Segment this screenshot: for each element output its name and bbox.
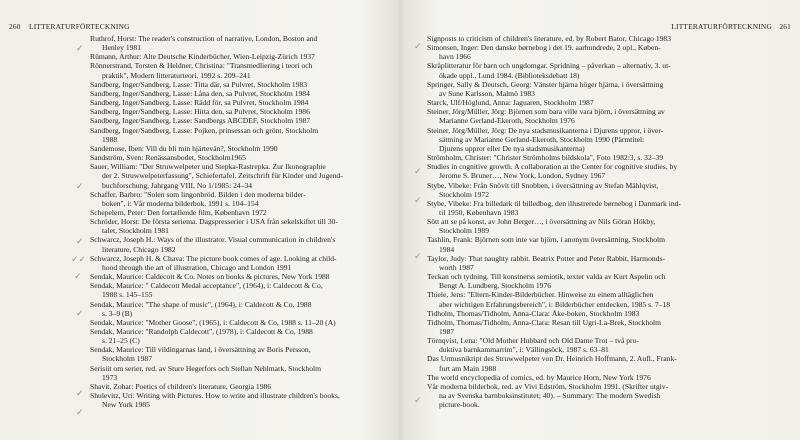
bibliography-entry: Signposts to criticism of children's literature, ed. by Robert Bator, Chicago 1983 (427, 34, 672, 43)
bibliography-entry: Sandberg, Inger/Sandberg, Lasse: Låna den, sa Pulvret, Stockholm 1984 (90, 88, 310, 98)
bibliography-entry: Sendak, Maurice: " Caldecott Medal acceptance", (1964), i: Caldecott & Co, 1988 s. 145–155 (90, 281, 323, 300)
bibliography-entry: Törnqvist, Lena: "Old Mother Hubbard och Old Dame Trot – två pro- duktiva barnkammarrim", i: Vällingsöck, 1987 s. 63–81 (427, 336, 639, 355)
bibliography-entry: Strömholm, Christer: "Christer Strömholms bildskola", Foto 1982:3, s. 32–39 (427, 153, 664, 163)
pencil-check-icon: ✓ (76, 389, 84, 399)
bibliography-entry: Sandberg, Inger/Sandberg, Lasse: Sandbergs ABCDEF, Stockholm 1987 (90, 116, 311, 126)
bibliography-entry: Thiele, Jens: "Eltern-Kinder-Bilderbücher. Hinweise zu einem alltäglichen aber wichtigen Erfahrungsbereich", i: Bilderbücher entdecken, 1985 s. 7–18 (427, 290, 671, 309)
bibliography-entry: Sandemose, Iben: Vill du bli min hjärtevän?, Stockholm 1990 (90, 143, 278, 153)
left-bibliography (90, 34, 390, 409)
bibliography-entry: Shulevitz, Uri: Writing with Pictures. How to write and illustrate children's books, New York 1985 (90, 391, 340, 410)
bibliography-entry: Teckan och tydning. Till konstnerss semiotik, texter valda av Kurt Aspelin och Bengt A. Lundberg, Stockholm 1976 (427, 272, 666, 291)
bibliography-entry: Sandström, Sven: Renässansbodet, Stockholm1965 (90, 153, 246, 163)
bibliography-entry: Tashlin, Frank: Björnen som inte var björn, i anonym översättning, Stockholm 1984 (427, 235, 666, 254)
bibliography-entry: Schwarcz, Joseph H.: Ways of the illustrator. Visual communication in children's literature, Chicago 1982 (90, 235, 336, 254)
bibliography-entry: Rümann, Arthur: Alte Deutsche Kinderbücher, Wien-Leipzig-Zürich 1937 (90, 52, 315, 62)
bibliography-entry: Stybe, Vibeke: Från Snövit till Snobben, i översättning av Stefan Mählqvist, Stockholm 1972 (427, 180, 659, 199)
bibliography-entry: Sendak, Maurice: "Mother Goose", (1965), i: Caldecott & Co, 1988 s. 11–20 (A) (90, 317, 336, 327)
bibliography-entry: Stybe, Vibeke: Fra billedark til billedbog, den illustrerede børnebog i Danmark ind- til 1950, København 1983 (427, 198, 681, 217)
bibliography-entry: Taylor, Judy: That naughty rabbit. Beatrix Potter and Peter Rabbit, Harmonds- worth 1987 (427, 253, 665, 272)
bibliography-entry: Schröder, Horst: De första seriema. Dagspresserier i USA från sekelskiftet till 30- talet, Stockholm 1981 (90, 217, 338, 236)
bibliography-entry: Sandberg, Inger/Sandberg, Lasse: Rädd för, sa Pulvret, Stockholm 1984 (90, 98, 309, 108)
bibliography-entry: Sandberg, Inger/Sandberg, Lasse: Hitta den, sa Pulvret, Stockholm 1986 (90, 107, 310, 117)
bibliography-entry: The world encyclopedia of comics, ed. by Maurice Horn, New York 1976 (427, 372, 651, 382)
pencil-check-icon: ✓ (414, 42, 422, 52)
bibliography-entry: Steiner, Jörg/Müller, Jörg: Björnen som bara ville vara björn, i översättning av Marianne Gerland-Ekeroth, Stockholm 1976 (427, 107, 665, 126)
bibliography-entry: Das Urmusnikript des Struwwelpeter von Dr. Heinrich Hoffmann, 2. Aufl., Frank- furt am Main 1988 (427, 354, 677, 373)
left-page-number: 260 (9, 22, 21, 31)
bibliography-entry: Serisiit om serier, red. av Sture Hegerfors och Stellan Nehlmark, Stockholm 1973 (90, 363, 322, 382)
bibliography-entry: Sendak, Maurice: "The shape of music", (1964), i: Caldecott & Co, 1988 s. 3–9 (B) (90, 299, 312, 318)
bibliography-entry: Sött att se på konst, av John Berger…, i översättning av Nils Göran Hökby, Stockholm 1989 (427, 217, 656, 236)
bibliography-entry: Ruthrof, Horst: The reader's construction of narrative, London, Boston and Henley 1981 (90, 34, 318, 53)
pencil-check-icon: ✓ (414, 252, 422, 262)
bibliography-entry: Simonsen, Inger: Den danske børnebog i det 19. aarhundrede, 2 opl., Køben- havn 1966 (427, 43, 661, 62)
right-page (400, 0, 800, 440)
pencil-check-icon: ✓ (414, 167, 422, 177)
bibliography-entry: Sendak, Maurice: Till vildingarnas land, i översättning av Boris Persson, Stockholm 1987 (90, 345, 311, 364)
bibliography-entry: Tidholm, Thomas/Tidholm, Anna-Clara: Resan till Ugri-La-Brek, Stockholm 1987 (427, 317, 662, 336)
bibliography-entry: Starck, Ulf/Höglund, Anna: Jaguaren, Stockholm 1987 (427, 98, 594, 108)
pencil-check-icon: ✓ (76, 309, 84, 319)
bibliography-entry: Shavit, Zohar: Poetics of children's literature, Georgia 1986 (90, 381, 272, 391)
bibliography-entry: Sendak, Maurice: "Randolph Caldecott", (1978), i: Caldecott & Co, 1988 s. 21–25 (C) (90, 327, 313, 346)
bibliography-entry: Tidholm, Thomas/Tidholm, Anna-Clara: Åke-boken, Stockholm 1983 (427, 308, 640, 318)
pencil-check-icon: ✓✓ (71, 255, 87, 265)
pencil-check-icon: ✓ (76, 237, 84, 247)
bibliography-entry: Sandberg, Inger/Sandberg, Lasse: Titta där, sa Pulvret, Stockholm 1983 (90, 79, 308, 89)
bibliography-entry: Vår moderna bilderbok, red. av Vivi Edström, Stockholm 1991. (Skrifter utgiv- na av Svenska barnboksinstitutet; 40). – Summary: The modern Swedish picture-book. (427, 381, 669, 410)
pencil-check-icon: ✓ (74, 272, 82, 282)
pencil-check-icon: ✓ (414, 196, 422, 206)
bibliography-entry: Sendak, Maurice: Caldecott & Co. Notes on books & pictures, New York 1988 (90, 272, 330, 282)
bibliography-entry: Schwarcz, Joseph H. & Chava: The picture book comes of age. Looking at child- hood through the art of illustration, Chicago and London 1991 (90, 253, 337, 272)
pencil-check-icon: ✓ (414, 396, 422, 406)
bibliography-entry: Schaffer, Barbro: "Solen som lingonbröd. Bilden i den moderna bilder- boken", i: Vår moderna bilderbok, 1991 s. 104–154 (90, 189, 306, 208)
bibliography-entry: Steiner, Jörg/Müller, Jörg: De nya stadsmusikanterna i Djurens uppror, i över- sättning av Marianne Gerland-Ekeroth, Stockholm 1990 (Pärmtitel: Djurens uppror eller De nya stadsmusikanterna) (427, 125, 664, 153)
bibliography-entry: Springer, Sally & Deutsch, Georg: Vänster hjärna höger hjärna, i översättning av Sune Karlsson, Malmö 1983 (427, 79, 664, 98)
pencil-check-icon: ✓ (76, 44, 84, 54)
pencil-check-icon: ✓ (76, 408, 84, 418)
bibliography-entry: Sauer, William: "Der Struwwelpeter und Stepka-Rastrepka. Zur Ikonographie der 2. Struwwelpeterfassung", Schiefertafel. Zeitschrift für Kinder und Jugend- buchforschung, Jahrgang VIII, No 1/1985: 24–34 (90, 162, 343, 190)
left-running-title: LITTERATURFÖRTECKNING (29, 22, 130, 31)
right-running-title: LITTERATURFÖRTECKNING (671, 22, 772, 31)
bibliography-entry: Skråplitteratur för barn och ungdomgar. Spridning – påverkan – alternativ, 3. ut- ökade uppl., Lund 1984. (Biblioteksdebatt 18) (427, 61, 671, 80)
right-bibliography (427, 34, 777, 409)
bibliography-entry: Studies in cognitive growth. A collaboration at the Center for cognitive studies, by Jerome S. Bruner…, New York, London, Sydney 1967 (427, 162, 678, 181)
bibliography-entry: Sandberg, Inger/Sandberg, Lasse: Pojken, prinsessan och grönt, Stockholm 1988 (90, 125, 319, 144)
pencil-check-icon: ✓ (76, 182, 84, 192)
bibliography-entry: Schepelern, Peter: Den fortællende film, København 1972 (90, 207, 267, 217)
right-page-number: 261 (779, 22, 791, 31)
bibliography-entry: Rönnerstrand, Torsten & Heldner, Christina: "Transmedliering i teori och praktik", Modern litteraturteori, 1992 s. 209–241 (90, 61, 313, 80)
